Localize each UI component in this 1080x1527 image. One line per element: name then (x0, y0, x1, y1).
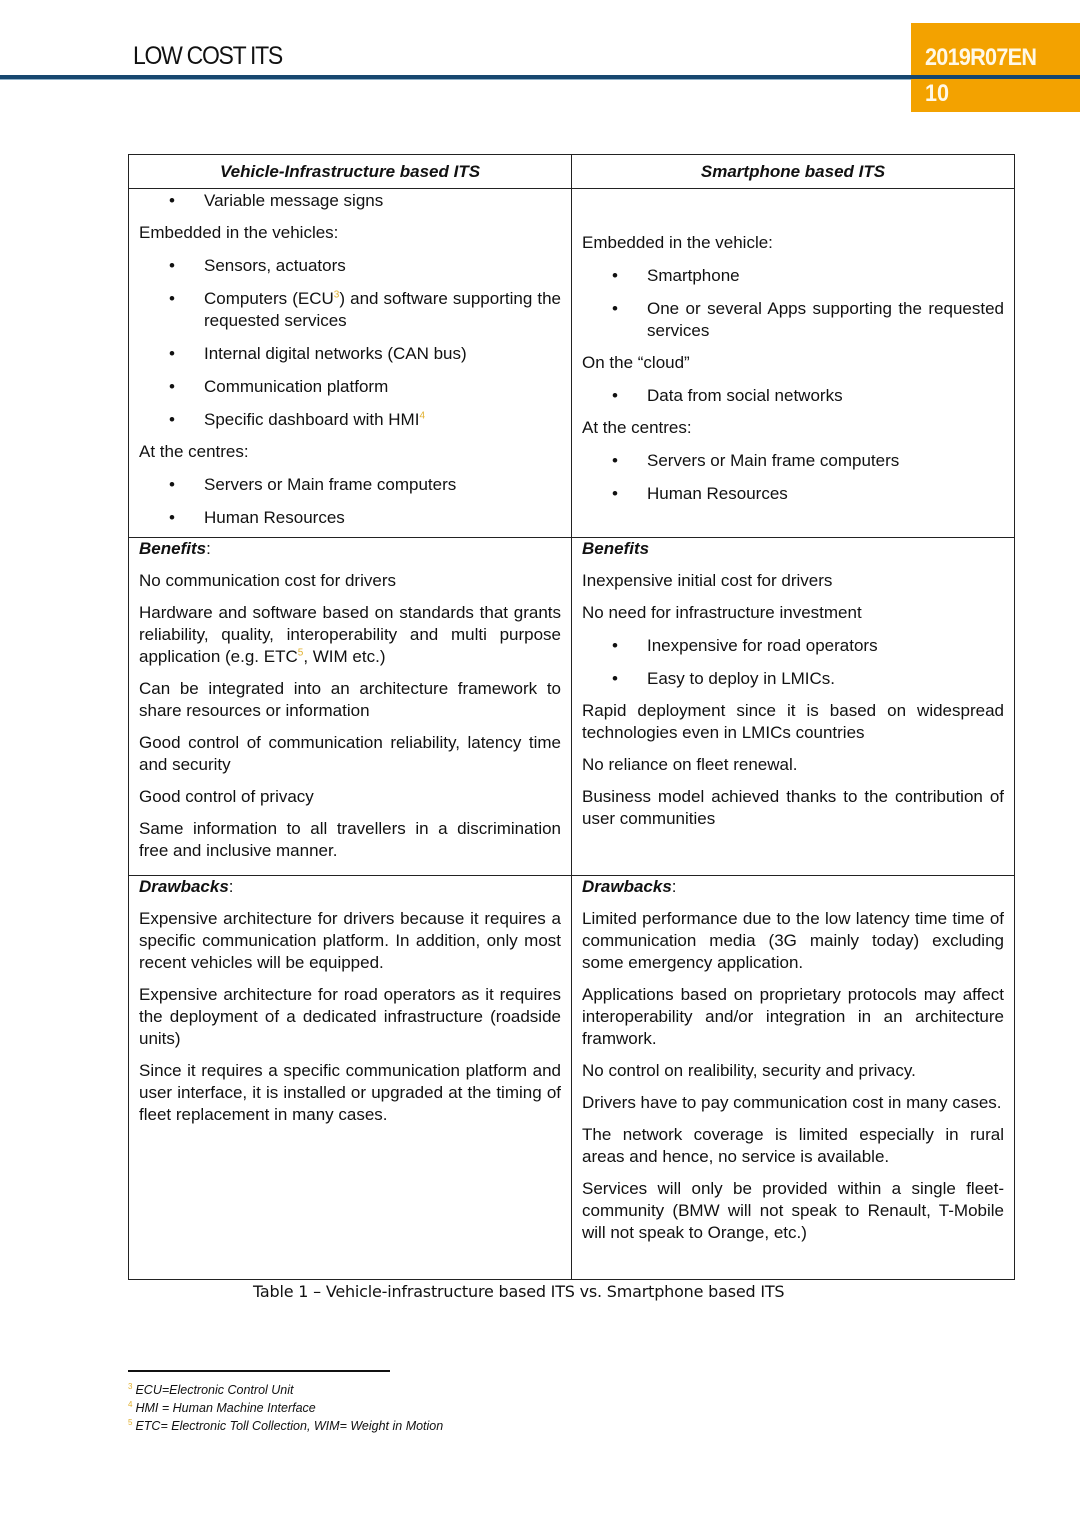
table-caption: Table 1 – Vehicle-infrastructure based ITS vs. Smartphone based ITS (253, 1282, 785, 1301)
section-label: At the centres: (139, 442, 249, 461)
footnote-number: 5 (128, 1417, 133, 1427)
cell-sp-drawbacks (572, 876, 1015, 1280)
table-row-drawbacks (129, 876, 1015, 1280)
table-row-components (129, 189, 1015, 538)
drawback-item: Drivers have to pay communication cost in many cases. (582, 1093, 1002, 1112)
section-label: At the centres: (582, 418, 692, 437)
benefit-item: No communication cost for drivers (139, 571, 396, 590)
list-item: • Smartphone (582, 265, 1004, 287)
list-item: • Servers or Main frame computers (582, 450, 1004, 472)
drawback-item: Limited performance due to the low latency time time of communication media (3G mainly today) excluding some emergency application. (582, 909, 1004, 972)
footnote-separator (128, 1370, 390, 1372)
list-item: • Variable message signs (139, 190, 561, 212)
benefit-item: Same information to all travellers in a discrimination free and inclusive manner. (139, 819, 561, 860)
footnote-number: 4 (128, 1399, 133, 1409)
benefits-heading: Benefits: (139, 539, 211, 558)
cell-sp-components (572, 189, 1015, 538)
drawbacks-heading: Drawbacks: (582, 877, 677, 896)
page-number: 10 (925, 80, 950, 107)
list-item: • Human Resources (139, 507, 561, 529)
list-item: • Human Resources (582, 483, 1004, 505)
cell-vi-components (129, 189, 572, 538)
footnote-ref[interactable]: 3 (333, 289, 340, 301)
benefit-item: Can be integrated into an architecture framework to share resources or information (139, 679, 561, 720)
column-header-vehicle-infrastructure: Vehicle-Infrastructure based ITS (129, 155, 572, 189)
running-header-title: LOW COST ITS (133, 42, 282, 70)
footnote-ref[interactable]: 5 (297, 647, 304, 659)
list-item: • Internal digital networks (CAN bus) (139, 343, 561, 365)
benefit-item: Good control of privacy (139, 787, 314, 806)
drawback-item: Expensive architecture for drivers because it requires a specific communication platform. In addition, only most recent vehicles will be equipped. (139, 909, 561, 972)
list-item: • Specific dashboard with HMI$^4$ (139, 409, 561, 431)
benefit-item: No need for infrastructure investment (582, 603, 862, 622)
benefit-item: Business model achieved thanks to the contribution of user communities (582, 787, 1004, 828)
drawback-item: Since it requires a specific communication platform and user interface, it is installed or upgraded at the timing of fleet replacement in many cases. (139, 1061, 561, 1124)
column-header-smartphone: Smartphone based ITS (572, 155, 1015, 189)
badge-rule (911, 75, 1080, 79)
cell-vi-drawbacks (129, 876, 572, 1280)
doc-code: 2019R07EN (925, 44, 1037, 71)
drawback-item: The network coverage is limited especially in rural areas and hence, no service is available. (582, 1125, 1004, 1166)
cell-sp-benefits (572, 538, 1015, 876)
footnote: $^5$ ETC= Electronic Toll Collection, WIM= Weight in Motion (128, 1417, 444, 1433)
footnotes (128, 1381, 443, 1435)
benefits-heading: Benefits (582, 539, 650, 558)
benefit-item: Rapid deployment since it is based on widespread technologies even in LMICs countries (582, 701, 1004, 742)
drawback-item: No control on realibility, security and privacy. (582, 1061, 916, 1080)
section-label: Embedded in the vehicles: (139, 223, 339, 242)
list-item: • Sensors, actuators (139, 255, 561, 277)
list-item: • Easy to deploy in LMICs. (582, 668, 1004, 690)
list-item: • Computers (ECU$^3$) and software supporting the requested services (139, 288, 561, 332)
footnote: $^4$ HMI = Human Machine Interface (128, 1399, 316, 1415)
footnote: $^3$ ECU=Electronic Control Unit (128, 1381, 294, 1397)
drawback-item: Services will only be provided within a single fleet-community (BMW will not speak to Renault, T-Mobile will not speak to Orange, etc.) (582, 1179, 1004, 1242)
benefit-item: Inexpensive initial cost for drivers (582, 571, 833, 590)
section-label: Embedded in the vehicle: (582, 233, 773, 252)
benefit-item: No reliance on fleet renewal. (582, 755, 798, 774)
drawback-item: Applications based on proprietary protocols may affect interoperability and/or integration in an architecture framwork. (582, 985, 1004, 1048)
list-item: • Communication platform (139, 376, 561, 398)
benefit-item: Good control of communication reliability, latency time and security (139, 733, 561, 774)
list-item: • One or several Apps supporting the requested services (582, 298, 1004, 342)
comparison-table (128, 154, 1015, 1280)
list-item: • Servers or Main frame computers (139, 474, 561, 496)
cell-vi-benefits (129, 538, 572, 876)
list-item: • Data from social networks (582, 385, 1004, 407)
footnote-ref[interactable]: 4 (419, 410, 425, 422)
section-label: On the “cloud” (582, 353, 690, 372)
footnote-number: 3 (128, 1381, 133, 1391)
table-header-row (129, 155, 1015, 189)
drawback-item: Expensive architecture for road operators as it requires the deployment of a dedicated infrastructure (roadside units) (139, 985, 561, 1048)
table-row-benefits (129, 538, 1015, 876)
list-item: • Inexpensive for road operators (582, 635, 1004, 657)
drawbacks-heading: Drawbacks: (139, 877, 234, 896)
benefit-item: Hardware and software based on standards that grants reliability, quality, interoperability and multi purpose application (e.g. ETC$^5$, WIM etc.) (139, 603, 561, 666)
